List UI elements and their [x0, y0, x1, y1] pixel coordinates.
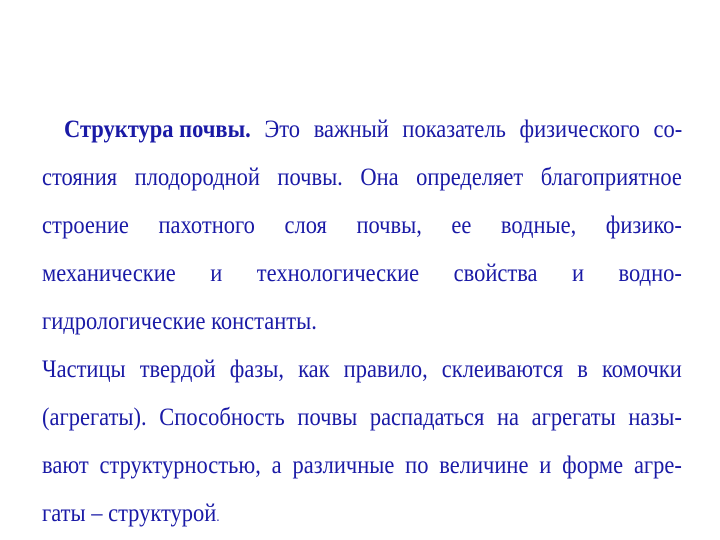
- word: Это: [264, 116, 301, 143]
- word: технологические: [256, 260, 420, 287]
- word: назы-: [628, 404, 682, 431]
- word: и: [539, 452, 552, 479]
- word: плодородной: [134, 164, 260, 191]
- paragraph-line-3: [42, 206, 682, 246]
- word: комочки: [602, 356, 682, 383]
- word: благоприятное: [540, 164, 682, 191]
- word: по: [405, 452, 429, 479]
- word: водные,: [500, 212, 577, 239]
- period: .: [216, 510, 220, 525]
- word: различные: [292, 452, 395, 479]
- word: на: [497, 404, 520, 431]
- word: слоя: [284, 212, 327, 239]
- paragraph-line-5: [42, 302, 618, 342]
- word: физического: [519, 116, 640, 143]
- word: агрегаты: [531, 404, 616, 431]
- paragraph-last-line: гаты – структурой: [42, 500, 217, 527]
- word: в: [577, 356, 588, 383]
- word: стояния: [42, 164, 118, 191]
- paragraph-line-4: [42, 254, 682, 294]
- word: почвы: [297, 404, 358, 431]
- word: и: [210, 260, 223, 287]
- word: водно-: [618, 260, 682, 287]
- word: форме: [562, 452, 624, 479]
- word: величине: [439, 452, 529, 479]
- word: ее: [451, 212, 472, 239]
- word: Способность: [159, 404, 285, 431]
- word: склеиваются: [441, 356, 564, 383]
- paragraph-line-7: [42, 398, 682, 438]
- word: твердой: [139, 356, 216, 383]
- word: Она: [360, 164, 399, 191]
- word: (агрегаты).: [42, 404, 147, 431]
- paragraph-line-8: [42, 446, 682, 486]
- word: как: [298, 356, 330, 383]
- word: важный: [313, 116, 389, 143]
- word: агре-: [633, 452, 682, 479]
- paragraph-line-2: [42, 158, 682, 198]
- word: и: [572, 260, 585, 287]
- word: пахотного: [158, 212, 255, 239]
- word: распадаться: [369, 404, 485, 431]
- word: физико-: [605, 212, 682, 239]
- word: определяет: [416, 164, 524, 191]
- word: почвы,: [356, 212, 422, 239]
- word: структурностью,: [99, 452, 261, 479]
- word: свойства: [453, 260, 538, 287]
- word: почвы.: [277, 164, 343, 191]
- paragraph-last-line: гидрологические константы.: [42, 308, 317, 335]
- heading: Структура почвы.: [64, 116, 251, 143]
- word: а: [271, 452, 282, 479]
- paragraph-line-1: [64, 110, 682, 150]
- word: механические: [42, 260, 176, 287]
- word: со-: [653, 116, 683, 143]
- word: вают: [42, 452, 89, 479]
- word: показатель: [402, 116, 506, 143]
- paragraph-line-9: [42, 494, 618, 534]
- word: фазы,: [229, 356, 284, 383]
- word: строение: [42, 212, 129, 239]
- word: Частицы: [42, 356, 126, 383]
- word: правило,: [343, 356, 428, 383]
- paragraph-line-6: [42, 350, 682, 390]
